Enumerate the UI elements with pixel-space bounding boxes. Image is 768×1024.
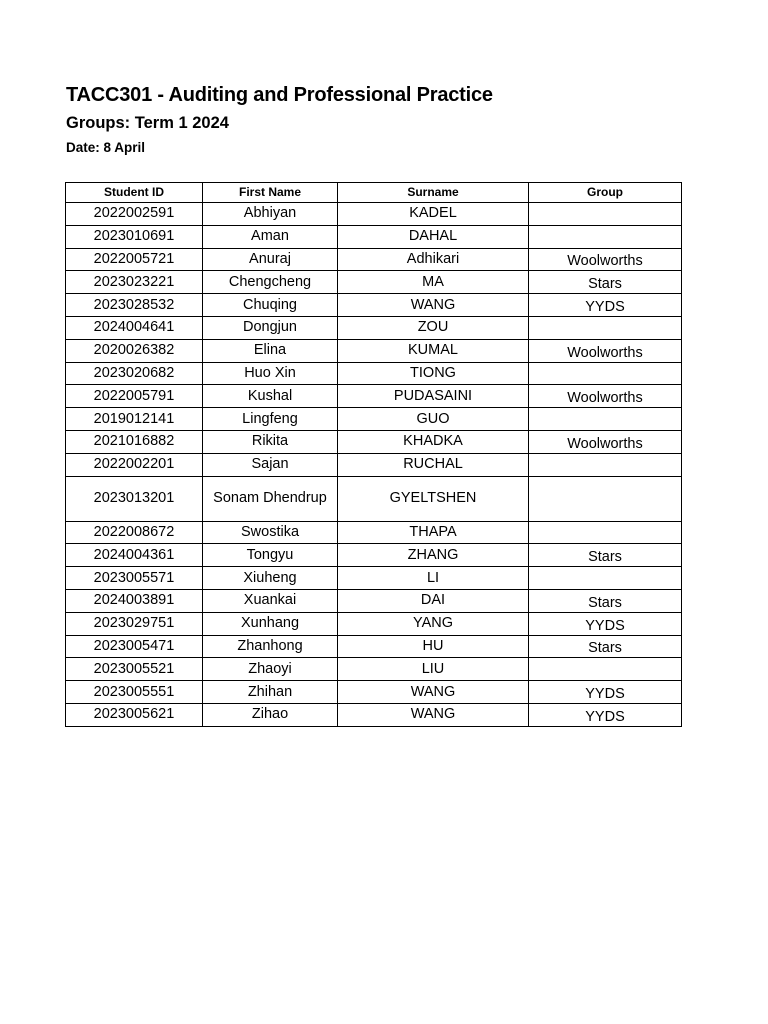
cell-first-name: Zhanhong	[203, 635, 338, 658]
cell-surname: ZHANG	[338, 544, 529, 567]
cell-surname: LIU	[338, 658, 529, 681]
cell-student-id: 2023028532	[66, 294, 203, 317]
cell-group: YYDS	[529, 294, 682, 317]
cell-first-name: Chengcheng	[203, 271, 338, 294]
cell-student-id: 2024003891	[66, 589, 203, 612]
cell-surname: KADEL	[338, 203, 529, 226]
cell-student-id: 2019012141	[66, 408, 203, 431]
table-row	[66, 567, 682, 590]
table-row	[66, 385, 682, 408]
cell-student-id: 2024004361	[66, 544, 203, 567]
cell-group: Stars	[529, 271, 682, 294]
table-row	[66, 316, 682, 339]
cell-surname: ZOU	[338, 316, 529, 339]
cell-surname: GUO	[338, 408, 529, 431]
cell-group	[529, 521, 682, 544]
cell-first-name: Zhihan	[203, 681, 338, 704]
cell-surname: HU	[338, 635, 529, 658]
cell-first-name: Chuqing	[203, 294, 338, 317]
table-row	[66, 658, 682, 681]
column-header-surname: Surname	[338, 183, 529, 203]
table-row	[66, 203, 682, 226]
table-row	[66, 430, 682, 453]
cell-first-name: Zhaoyi	[203, 658, 338, 681]
cell-first-name: Sonam Dhendrup	[203, 476, 338, 521]
cell-surname: RUCHAL	[338, 453, 529, 476]
cell-student-id: 2023005471	[66, 635, 203, 658]
groups-table	[65, 182, 682, 727]
cell-first-name: Rikita	[203, 430, 338, 453]
cell-student-id: 2023020682	[66, 362, 203, 385]
cell-group: Woolworths	[529, 339, 682, 362]
document-subtitle: Groups: Term 1 2024	[66, 114, 229, 132]
cell-student-id: 2023023221	[66, 271, 203, 294]
cell-group: Woolworths	[529, 430, 682, 453]
cell-group	[529, 203, 682, 226]
table-row	[66, 453, 682, 476]
cell-first-name: Dongjun	[203, 316, 338, 339]
cell-student-id: 2023010691	[66, 225, 203, 248]
cell-surname: Adhikari	[338, 248, 529, 271]
cell-first-name: Elina	[203, 339, 338, 362]
cell-group: Stars	[529, 544, 682, 567]
cell-surname: THAPA	[338, 521, 529, 544]
cell-group	[529, 408, 682, 431]
cell-first-name: Lingfeng	[203, 408, 338, 431]
cell-first-name: Xuankai	[203, 589, 338, 612]
table-row	[66, 635, 682, 658]
cell-group: YYDS	[529, 703, 682, 726]
cell-surname: GYELTSHEN	[338, 476, 529, 521]
column-header-student-id: Student ID	[66, 183, 203, 203]
table-row	[66, 294, 682, 317]
cell-group: YYDS	[529, 681, 682, 704]
cell-student-id: 2022002591	[66, 203, 203, 226]
cell-first-name: Tongyu	[203, 544, 338, 567]
table-row	[66, 408, 682, 431]
cell-student-id: 2023005621	[66, 703, 203, 726]
cell-surname: KHADKA	[338, 430, 529, 453]
cell-first-name: Huo Xin	[203, 362, 338, 385]
cell-surname: WANG	[338, 294, 529, 317]
cell-surname: KUMAL	[338, 339, 529, 362]
cell-group: Stars	[529, 589, 682, 612]
cell-student-id: 2023013201	[66, 476, 203, 521]
cell-student-id: 2022002201	[66, 453, 203, 476]
cell-surname: WANG	[338, 681, 529, 704]
table-body	[66, 203, 682, 727]
cell-group	[529, 453, 682, 476]
document-date: Date: 8 April	[66, 140, 146, 155]
cell-surname: LI	[338, 567, 529, 590]
cell-group: Stars	[529, 635, 682, 658]
cell-group: Woolworths	[529, 248, 682, 271]
table-row	[66, 248, 682, 271]
table-row	[66, 271, 682, 294]
cell-group	[529, 362, 682, 385]
table-header-row	[66, 183, 682, 203]
cell-surname: DAHAL	[338, 225, 529, 248]
cell-group: YYDS	[529, 612, 682, 635]
cell-student-id: 2023005571	[66, 567, 203, 590]
cell-surname: DAI	[338, 589, 529, 612]
cell-group	[529, 316, 682, 339]
table-row	[66, 521, 682, 544]
table-row	[66, 589, 682, 612]
table-row	[66, 681, 682, 704]
cell-group: Woolworths	[529, 385, 682, 408]
cell-surname: PUDASAINI	[338, 385, 529, 408]
table-row	[66, 703, 682, 726]
document-title: TACC301 - Auditing and Professional Practice	[66, 84, 493, 106]
cell-student-id: 2024004641	[66, 316, 203, 339]
cell-student-id: 2020026382	[66, 339, 203, 362]
table-row	[66, 339, 682, 362]
cell-student-id: 2022008672	[66, 521, 203, 544]
cell-first-name: Swostika	[203, 521, 338, 544]
cell-first-name: Sajan	[203, 453, 338, 476]
cell-surname: MA	[338, 271, 529, 294]
column-header-first-name: First Name	[203, 183, 338, 203]
cell-first-name: Kushal	[203, 385, 338, 408]
cell-student-id: 2023029751	[66, 612, 203, 635]
cell-group	[529, 225, 682, 248]
cell-first-name: Zihao	[203, 703, 338, 726]
table-row	[66, 362, 682, 385]
cell-student-id: 2023005521	[66, 658, 203, 681]
cell-first-name: Abhiyan	[203, 203, 338, 226]
cell-first-name: Aman	[203, 225, 338, 248]
cell-first-name: Xiuheng	[203, 567, 338, 590]
cell-group	[529, 476, 682, 521]
cell-group	[529, 567, 682, 590]
table-row	[66, 544, 682, 567]
cell-surname: WANG	[338, 703, 529, 726]
cell-student-id: 2022005791	[66, 385, 203, 408]
cell-student-id: 2021016882	[66, 430, 203, 453]
cell-student-id: 2022005721	[66, 248, 203, 271]
table-row	[66, 476, 682, 521]
cell-student-id: 2023005551	[66, 681, 203, 704]
column-header-group: Group	[529, 183, 682, 203]
table-row	[66, 612, 682, 635]
cell-surname: YANG	[338, 612, 529, 635]
cell-first-name: Xunhang	[203, 612, 338, 635]
cell-surname: TIONG	[338, 362, 529, 385]
table-row	[66, 225, 682, 248]
cell-first-name: Anuraj	[203, 248, 338, 271]
cell-group	[529, 658, 682, 681]
